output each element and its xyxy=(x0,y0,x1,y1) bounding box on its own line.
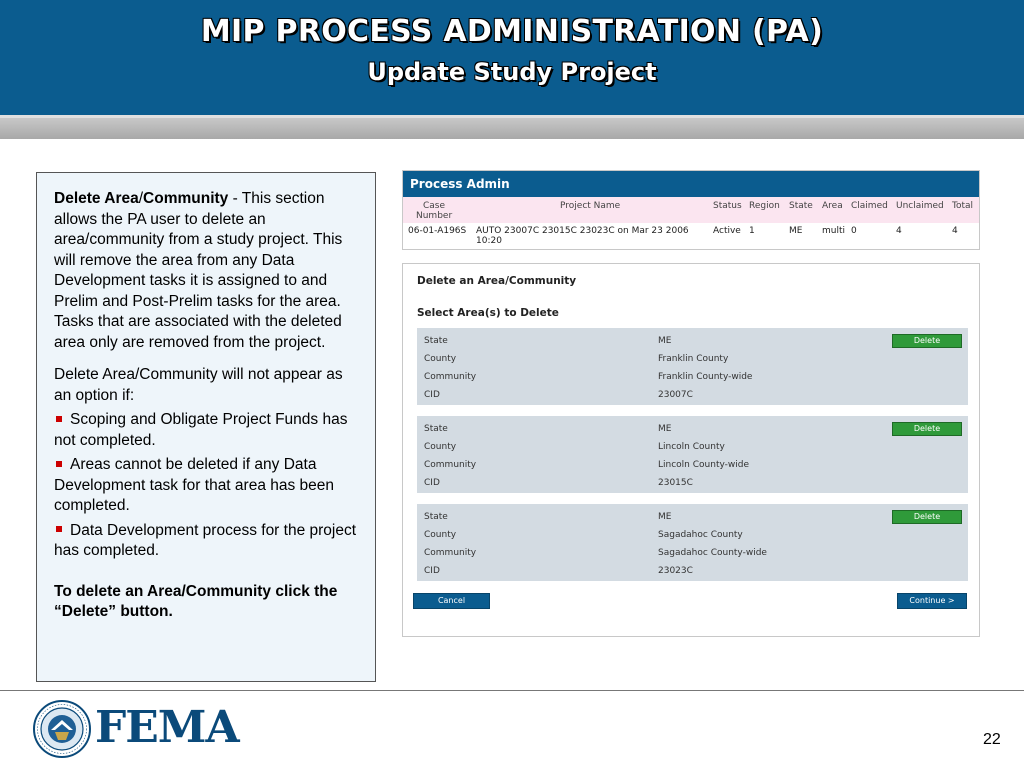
label-community: Community xyxy=(424,460,477,470)
bullet-square-icon xyxy=(56,526,62,532)
slide-title: MIP PROCESS ADMINISTRATION (PA) xyxy=(200,14,824,49)
value-state: ME xyxy=(658,336,672,346)
label-state: State xyxy=(424,512,448,522)
label-cid: CID xyxy=(424,478,440,488)
description-box xyxy=(36,172,376,682)
header-divider-band xyxy=(0,115,1024,139)
continue-button[interactable]: Continue > xyxy=(897,593,967,609)
delete-button[interactable]: Delete xyxy=(892,422,962,436)
value-county: Sagadahoc County xyxy=(658,530,743,540)
table-row[interactable] xyxy=(403,223,979,249)
bullet-text: Scoping and Obligate Project Funds has not completed. xyxy=(54,411,348,449)
area-group xyxy=(417,328,968,405)
cancel-button[interactable]: Cancel xyxy=(413,593,490,609)
col-status: Status xyxy=(713,201,742,211)
cell-unclaimed: 4 xyxy=(896,226,902,236)
cell-case-number[interactable]: 06-01-A196S xyxy=(408,226,467,236)
col-project-name: Project Name xyxy=(560,201,621,211)
bullet-text: Areas cannot be deleted if any Data Development task for that area has been completed. xyxy=(54,456,335,514)
slide-header xyxy=(0,0,1024,115)
label-county: County xyxy=(424,442,457,452)
bullet-item xyxy=(54,410,361,451)
fema-logo: FEMA xyxy=(95,702,239,753)
col-region: Region xyxy=(749,201,780,211)
label-county: County xyxy=(424,354,457,364)
value-cid: 23007C xyxy=(658,390,693,400)
label-state: State xyxy=(424,424,448,434)
process-admin-column-headers xyxy=(403,197,979,223)
delete-button[interactable]: Delete xyxy=(892,334,962,348)
heading-bold-text-2: Community xyxy=(143,190,229,207)
heading-bold-text: Delete Area xyxy=(54,190,139,207)
value-community: Lincoln County-wide xyxy=(658,460,749,470)
value-county: Franklin County xyxy=(658,354,729,364)
bullet-text: Data Development process for the project has completed. xyxy=(54,521,357,559)
label-cid: CID xyxy=(424,390,440,400)
area-group xyxy=(417,504,968,581)
cell-region: 1 xyxy=(749,226,755,236)
value-county: Lincoln County xyxy=(658,442,725,452)
delete-instruction: To delete an Area/Community click the “Delete” button. xyxy=(54,582,338,620)
cell-state: ME xyxy=(789,226,803,236)
value-community: Sagadahoc County-wide xyxy=(658,548,767,558)
col-state: State xyxy=(789,201,813,211)
col-area: Area xyxy=(822,201,843,211)
col-total: Total xyxy=(952,201,974,211)
value-state: ME xyxy=(658,424,672,434)
cell-area: multi xyxy=(822,226,846,236)
dhs-seal-icon xyxy=(33,700,91,758)
value-state: ME xyxy=(658,512,672,522)
col-claimed: Claimed xyxy=(851,201,888,211)
label-community: Community xyxy=(424,372,477,382)
area-group xyxy=(417,416,968,493)
cell-status: Active xyxy=(713,226,741,236)
delete-panel-title: Delete an Area/Community xyxy=(417,275,577,287)
page-number: 22 xyxy=(983,731,1001,748)
slide-subtitle: Update Study Project xyxy=(367,58,657,86)
heading-slash: / xyxy=(138,190,144,207)
bullet-item xyxy=(54,455,361,517)
value-cid: 23023C xyxy=(658,566,693,576)
label-community: Community xyxy=(424,548,477,558)
cell-project-name[interactable]: AUTO 23007C 23015C 23023C on Mar 23 2006 10:20 xyxy=(476,226,689,246)
bullet-square-icon xyxy=(56,461,62,467)
cell-claimed: 0 xyxy=(851,226,857,236)
col-unclaimed: Unclaimed xyxy=(896,201,944,211)
value-cid: 23015C xyxy=(658,478,693,488)
label-county: County xyxy=(424,530,457,540)
delete-area-panel xyxy=(402,263,980,637)
description-intro xyxy=(54,189,361,353)
value-community: Franklin County-wide xyxy=(658,372,753,382)
delete-panel-subtitle: Select Area(s) to Delete xyxy=(417,307,559,319)
label-cid: CID xyxy=(424,566,440,576)
process-admin-panel xyxy=(402,170,980,250)
condition-intro: Delete Area/Community will not appear as an option if: xyxy=(54,366,343,404)
col-case-number: Case Number xyxy=(416,201,453,221)
bullet-square-icon xyxy=(56,416,62,422)
process-admin-title: Process Admin xyxy=(403,171,979,197)
label-state: State xyxy=(424,336,448,346)
bullet-item xyxy=(54,521,361,562)
intro-text: - This section allows the PA user to delete an area/community from a study project. This will remove the area from any Data Development tasks it is assigned to and Prelim and Post-Prelim tasks for the area. Tasks that are associated with the deleted area only are removed from the project. xyxy=(54,190,343,351)
delete-button[interactable]: Delete xyxy=(892,510,962,524)
cell-total: 4 xyxy=(952,226,958,236)
